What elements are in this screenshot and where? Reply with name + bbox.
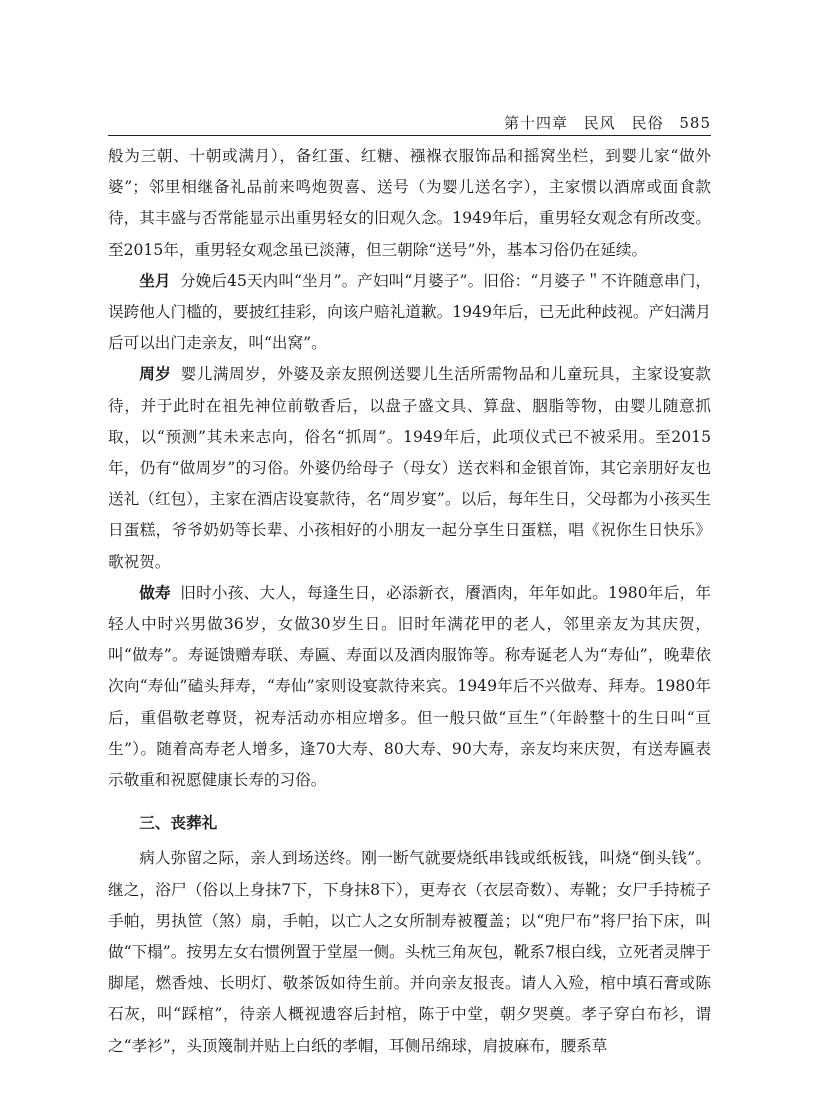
paragraph-zuoshou xyxy=(108,578,711,796)
running-head xyxy=(494,112,711,133)
page-number: 585 xyxy=(679,114,711,132)
header-rule xyxy=(108,135,711,136)
document-page xyxy=(108,0,711,1099)
paragraph-sangzang: 病人弥留之际，亲人到场送终。刚一断气就要烧纸串钱或纸板钱，叫烧“倒头钱”。继之，浴尸（俗以上身抹7下，下身抹8下），更寿衣（衣层奇数）、寿靴；女尸手持梳子手帕，男执笸（煞）扇，手帕，以亡人之女所制寿被覆盖；以“兜尸布”将尸抬下床，叫做“下榻”。按男左女右惯例置于堂屋一侧。头枕三角灰包，靴系7根白线，立死者灵牌于脚尾，燃香烛、长明灯、敬茶饭如待生前。并向亲友报丧。请人入殓，棺中填石膏或陈石灰，叫“踩棺”，待亲人概视遗容后封棺，陈于中堂，朝夕哭奠。孝子穿白布衫，谓之“孝衫”，头顶篾制并贴上白纸的孝帽，耳侧吊绵球，肩披麻布，腰系草 xyxy=(108,849,711,1055)
section-label-2: 民俗 xyxy=(631,114,664,132)
body-text xyxy=(108,141,711,1062)
section-label-1: 民风 xyxy=(583,114,616,132)
chapter-label: 第十四章 xyxy=(503,114,568,132)
section-heading: 三、丧葬礼 xyxy=(139,814,218,833)
term-zuoshou: 做寿 xyxy=(139,583,171,602)
text-zuoshou: 旧时小孩、大人，每逢生日，必添新衣，餍酒肉，年年如此。1980年后，年轻人中时兴男做36岁，女做30岁生日。旧时年满花甲的老人，邻里亲友为其庆贺，叫“做寿”。寿诞馈赠寿联、寿匾、寿面以及酒肉服饰等。称寿诞老人为“寿仙”，晚辈依次向“寿仙”磕头拜寿，“寿仙”家则设宴款待来宾。1949年后不兴做寿、拜寿。1980年后，重倡敬老尊贤，祝寿活动亦相应增多。但一般只做“亘生”（年龄整十的生日叫“亘生”）。随着高寿老人增多，逢70大寿、80大寿、90大寿，亲友均来庆贺，有送寿匾表示敬重和祝愿健康长寿的习俗。 xyxy=(108,583,711,790)
paragraph-zhousui xyxy=(108,359,711,577)
text-zuoyue: 分娩后45天内叫“坐月”。产妇叫“月婆子”。旧俗：“月婆子＂不许随意串门，误跨他人门槛的，要披红挂彩，向该户赔礼道歉。1949年后，已无此种歧视。产妇满月后可以出门走亲友，叫“出窝”。 xyxy=(108,271,711,353)
paragraph-zuoyue xyxy=(108,266,711,360)
term-zuoyue: 坐月 xyxy=(139,271,171,290)
paragraph-continued: 般为三朝、十朝或满月），备红蛋、红糖、襁褓衣服饰品和摇窝坐栏，到婴儿家“做外婆”；邻里相继备礼品前来鸣炮贺喜、送号（为婴儿送名字），主家惯以酒席或面食款待，其丰盛与否常能显示出重男轻女的旧观久念。1949年后，重男轻女观念有所改变。至2015年，重男轻女观念虽已淡薄，但三朝除“送号”外，基本习俗仍在延续。 xyxy=(108,147,711,259)
term-zhousui: 周岁 xyxy=(139,365,172,384)
text-zhousui: 婴儿满周岁，外婆及亲友照例送婴儿生活所需物品和儿童玩具，主家设宴款待，并于此时在祖先神位前敬香后，以盘子盛文具、算盘、胭脂等物，由婴儿随意抓取，以“预测”其未来志向，俗名“抓周”。1949年后，此项仪式已不被采用。至2015年，仍有“做周岁”的习俗。外婆仍给母子（母女）送衣料和金银首饰，其它亲朋好友也送礼（红包），主家在酒店设宴款待，名“周岁宴”。以后，每年生日，父母都为小孩买生日蛋糕，爷爷奶奶等长辈、小孩相好的小朋友一起分享生日蛋糕，唱《祝你生日快乐》歌祝贺。 xyxy=(108,365,711,571)
